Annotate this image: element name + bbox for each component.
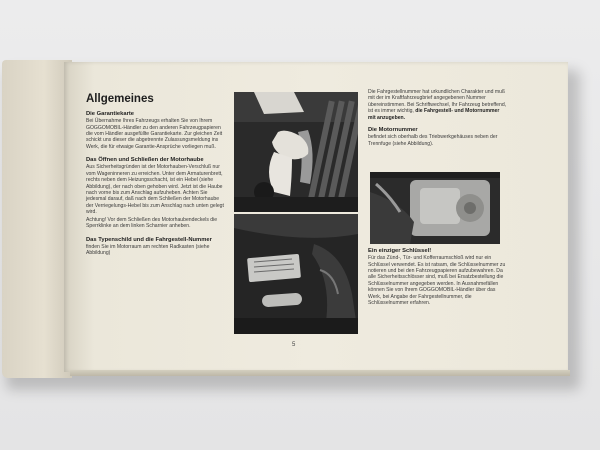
section-note-hood: Achtung! Vor dem Schließen des Motorhaubendeckels die Sperrklinke an dem linken Scharnier anheben.	[86, 216, 218, 230]
section-title-engine-number: Die Motornummer	[368, 127, 418, 134]
engine-illustration	[370, 172, 500, 244]
section-title-key: Ein einziger Schlüssel!	[368, 248, 432, 254]
chassis-number-paragraph	[368, 89, 508, 121]
photo-type-plate	[234, 214, 358, 334]
right-text-column	[368, 89, 508, 154]
page-number: 5	[292, 342, 296, 348]
hood-lever-illustration	[234, 92, 358, 212]
chassis-number-emphasis: die Fahrgestell- und Motornummer mit anzugeben.	[368, 108, 500, 121]
type-plate-illustration	[234, 214, 358, 334]
photo-hood-lever	[234, 92, 358, 212]
section-text-engine-number: befindet sich oberhalb des Triebwerkgehäuses neben der Trennfuge (siehe Abbildung).	[368, 134, 498, 147]
section-text-typeplate: finden Sie im Motorraum am rechten Radkasten (siehe Abbildung)	[86, 243, 210, 257]
page-heading: Allgemeines	[86, 93, 154, 105]
section-title-typeplate: Das Typenschild und die Fahrgestell-Nummer	[86, 236, 212, 243]
section-title-warranty: Die Garantiekarte	[86, 111, 135, 117]
section-text-warranty: Bei Übernahme Ihres Fahrzeugs erhalten Sie von Ihrem GOGGOMOBIL-Händler zu den anderen Fahrzeugpapieren die vom Händler ausgefüllte Garantiekarte. Zur gleichen Zeit schickt uns dieser die abgetrennte Zulassungsmeldung ins Werk, die für etwaige Garantie-Ansprüche vorliegen muß.	[86, 118, 223, 150]
section-text-key: Für das Zünd-, Tür- und Kofferraumschloß wird nur ein Schlüssel verwendet. Es ist ratsam, die Schlüsselnummer zu notieren und bei den Fahrzeugpapieren aufzubewahren. Da alle Sicherheitsschlösser sind, muß bei Ersatzbestellung die Schlüsselnummer angegeben werden. In Ausnahmefällen können Sie von Ihrem GOGGOMOBIL-Händler über das Werk, bei Angabe der Fahrgestellnummer, die Schlüsselnummer erfahren.	[368, 255, 506, 307]
section-title-hood: Das Öffnen und Schließen der Motorhaube	[86, 157, 204, 164]
key-section	[368, 248, 508, 313]
section-text-hood: Aus Sicherheitsgründen ist der Motorhauben-Verschluß nur vom Wageninneren zu erreichen. Unter dem Armaturenbrett, rechts neben dem Heizungsschacht, ist ein Hebel (siehe Abbildung), der nach oben gehoben wird. Jetzt ist die Haube nach vorne bis zum Anschlag aufzuheben. Achten Sie jedesmal darauf, daß nach dem Schließen der Motorhaube der Verriegelungs-Hebel bis zum Anschlag nach unten gelegt wird.	[86, 164, 224, 216]
booklet-left-cover	[2, 60, 72, 378]
chassis-number-text: Die Fahrgestellnummer hat urkundlichen Charakter und muß mit der im Kraftfahrzeugbrief angegebenen Nummer übereinstimmen. Bei Schriftwechsel, Ihr Fahrzeug betreffend, ist es immer wichtig,	[368, 89, 507, 115]
photo-engine-number	[370, 172, 500, 244]
page-edge	[70, 370, 570, 376]
left-text-column	[86, 93, 226, 264]
